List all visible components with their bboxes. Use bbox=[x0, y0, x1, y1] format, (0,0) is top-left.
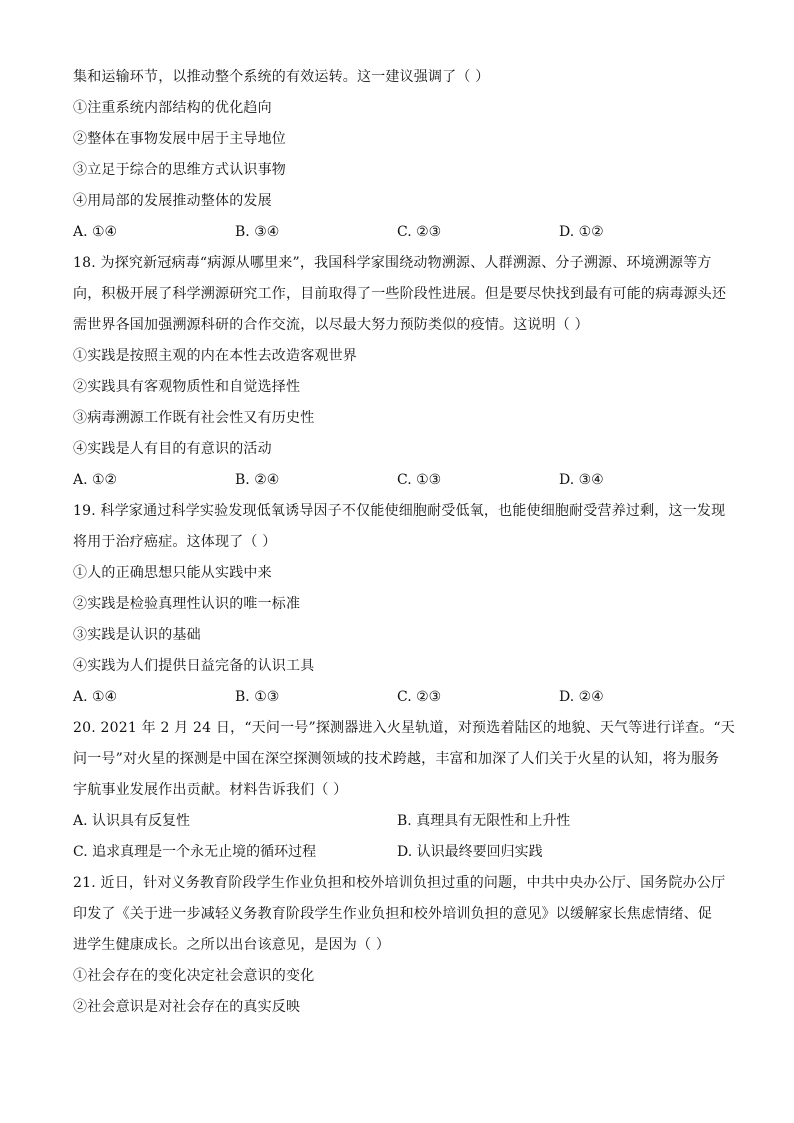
q18-option-a[interactable]: A. ①② bbox=[73, 472, 118, 488]
q18-stem-line-3: 需世界各国加强溯源科研的合作交流，以尽最大努力预防类似的疫情。这说明（ ） bbox=[73, 317, 589, 333]
q17-item-2: ②整体在事物发展中居于主导地位 bbox=[73, 131, 286, 147]
q20-option-d[interactable]: D. 认识最终要回归实践 bbox=[397, 844, 543, 860]
q17-option-d[interactable]: D. ①② bbox=[559, 224, 604, 240]
q17-item-4: ④用局部的发展推动整体的发展 bbox=[73, 193, 272, 209]
q18-option-d[interactable]: D. ③④ bbox=[559, 472, 604, 488]
q21-item-2: ②社会意识是对社会存在的真实反映 bbox=[73, 999, 301, 1015]
q17-option-a[interactable]: A. ①④ bbox=[73, 224, 118, 240]
q18-item-2: ②实践具有客观物质性和自觉选择性 bbox=[73, 379, 301, 395]
q19-stem-line-1: 19. 科学家通过科学实验发现低氧诱导因子不仅能使细胞耐受低氧，也能使细胞耐受营养过剩，这一发现 bbox=[73, 503, 726, 519]
q18-item-1: ①实践是按照主观的内在本性去改造客观世界 bbox=[73, 348, 357, 364]
q18-option-c[interactable]: C. ①③ bbox=[397, 472, 442, 488]
q20-stem-line-2: 问一号”对火星的探测是中国在深空探测领域的技术跨越，丰富和加深了人们关于火星的认知，将为服务 bbox=[73, 751, 720, 767]
q18-item-3: ③病毒溯源工作既有社会性又有历史性 bbox=[73, 410, 315, 426]
q18-stem-line-2: 向，积极开展了科学溯源研究工作，目前取得了一些阶段性进展。但是要尽快找到最有可能的病毒源头还 bbox=[73, 286, 727, 302]
q17-options bbox=[73, 217, 723, 248]
q19-item-2: ②实践是检验真理性认识的唯一标准 bbox=[73, 596, 301, 612]
exam-page bbox=[73, 62, 735, 1023]
q19-option-a[interactable]: A. ①④ bbox=[73, 689, 118, 705]
q21-stem-line-1: 21. 近日，针对义务教育阶段学生作业负担和校外培训负担过重的问题，中共中央办公厅、国务院办公厅 bbox=[73, 875, 726, 891]
q17-option-b[interactable]: B. ③④ bbox=[235, 224, 280, 240]
q18-item-4: ④实践是人有目的有意识的活动 bbox=[73, 441, 272, 457]
q19-option-d[interactable]: D. ②④ bbox=[559, 689, 604, 705]
q19-item-4: ④实践为人们提供日益完备的认识工具 bbox=[73, 658, 315, 674]
q20-stem-line-3: 宇航事业发展作出贡献。材料告诉我们（ ） bbox=[73, 782, 348, 798]
q18-options bbox=[73, 465, 723, 496]
q19-option-c[interactable]: C. ②③ bbox=[397, 689, 442, 705]
q19-item-3: ③实践是认识的基础 bbox=[73, 627, 201, 643]
q17-item-1: ①注重系统内部结构的优化趋向 bbox=[73, 100, 272, 116]
q17-option-c[interactable]: C. ②③ bbox=[397, 224, 442, 240]
q20-option-a[interactable]: A. 认识具有反复性 bbox=[73, 813, 191, 829]
q20-option-b[interactable]: B. 真理具有无限性和上升性 bbox=[397, 813, 571, 829]
q17-stem-tail: 集和运输环节，以推动整个系统的有效运转。这一建议强调了（ ） bbox=[73, 69, 490, 85]
q18-stem-line-1: 18. 为探究新冠病毒“病源从哪里来”，我国科学家围绕动物溯源、人群溯源、分子溯源、环境溯源等方 bbox=[73, 255, 712, 271]
q19-item-1: ①人的正确思想只能从实践中来 bbox=[73, 565, 272, 581]
q21-stem-line-3: 进学生健康成长。之所以出台该意见，是因为（ ） bbox=[73, 937, 391, 953]
q18-option-b[interactable]: B. ②④ bbox=[235, 472, 280, 488]
q19-options bbox=[73, 682, 723, 713]
q20-option-c[interactable]: C. 追求真理是一个永无止境的循环过程 bbox=[73, 844, 317, 860]
q17-item-3: ③立足于综合的思维方式认识事物 bbox=[73, 162, 286, 178]
q19-option-b[interactable]: B. ①③ bbox=[235, 689, 280, 705]
q20-options-row-1 bbox=[73, 806, 723, 837]
q20-options-row-2 bbox=[73, 837, 723, 868]
q21-stem-line-2: 印发了《关于进一步减轻义务教育阶段学生作业负担和校外培训负担的意见》以缓解家长焦虑情绪、促 bbox=[73, 906, 712, 922]
q19-stem-line-2: 将用于治疗癌症。这体现了（ ） bbox=[73, 534, 277, 550]
q21-item-1: ①社会存在的变化决定社会意识的变化 bbox=[73, 968, 315, 984]
q20-stem-line-1: 20. 2021 年 2 月 24 日，“天问一号”探测器进入火星轨道，对预选着陆区的地貌、天气等进行详查。“天 bbox=[73, 720, 735, 736]
